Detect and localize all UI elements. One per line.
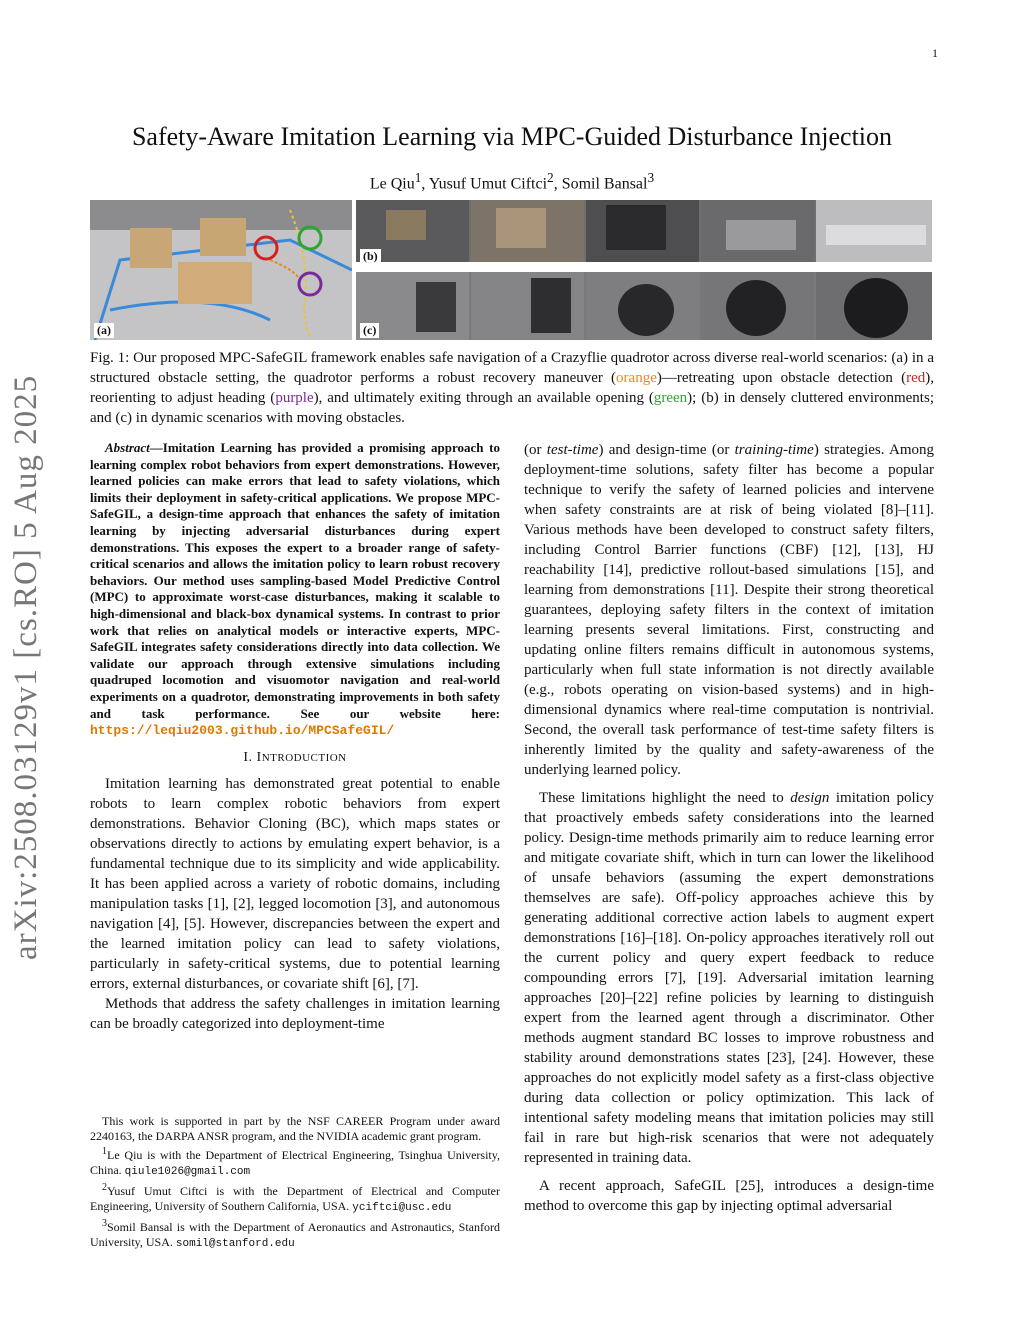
caption-color-red: red: [906, 370, 926, 386]
footnote-mark: 2: [102, 1182, 107, 1193]
body-paragraph: [524, 440, 934, 780]
caption-text: ), reorienting to adjust heading (: [90, 370, 934, 406]
section-title-initial: I: [256, 749, 262, 765]
cluttered-room-frames-illustration: [356, 200, 932, 262]
funding-note: This work is supported in part by the NSF CAREER Program under award 2240163, the DARPA ANSR program, and the NVIDIA academic grant program.: [90, 1114, 500, 1143]
body-text: These limitations highlight the need to: [539, 790, 791, 806]
website-link[interactable]: https://leqiu2003.github.io/MPCSafeGIL/: [90, 723, 395, 739]
paper-title: Safety-Aware Imitation Learning via MPC-Guided Disturbance Injection: [131, 122, 893, 151]
footnote-mark: 3: [102, 1218, 107, 1229]
email-link[interactable]: qiule1026@gmail.com: [124, 1166, 251, 1178]
caption-color-purple: purple: [275, 390, 314, 406]
caption-text: ), and ultimately exiting through an available opening (: [313, 390, 654, 406]
right-column: [524, 440, 934, 1216]
author-name: Le Qiu: [369, 175, 415, 193]
figure-panel-c-photo-strip: [356, 272, 932, 340]
intro-paragraph: Imitation learning has demonstrated great potential to enable robots to learn complex robotic behaviors from expert demonstrations. Behavior Cloning (BC), which maps states or observations directly to actions by emulating expert behavior, is a fundamental technique due to its simplicity and wide applicability. It has been applied across a variety of robotic domains, including manipulation tasks [1], [2], legged locomotion [3], and autonomous navigation [4], [5]. However, discrepancies between the expert and the learned imitation policy can lead to safety violations, particularly in safety-critical systems, due to potential learning errors, external disturbances, or covariate shift [6], [7].: [90, 775, 500, 992]
panel-label-a: (a): [94, 323, 114, 338]
email-link[interactable]: somil@stanford.edu: [175, 1238, 295, 1250]
page-number: 1: [932, 46, 938, 60]
footnotes: [90, 1114, 500, 1252]
moving-obstacle-frames-illustration: [356, 272, 932, 340]
section-numeral: I.: [243, 749, 253, 765]
body-paragraph: [524, 788, 934, 1168]
author-name: Yusuf Umut Ciftci: [428, 175, 548, 193]
body-text: (or: [524, 442, 547, 458]
body-paragraph: A recent approach, SafeGIL [25], introduces a design-time method to overcome this gap by injecting optimal adversarial: [524, 1178, 934, 1214]
author-affiliation-mark: 1: [414, 170, 422, 185]
body-text: ) strategies. Among deployment-time solutions, safety filter has become a popular technique to verify the safety of learned policies and intervene when safety constraints are at risk of being violated [8]–[11]. Various methods have been developed to construct safety filters, including Control Barrier functions (CBF) [12], [13], HJ reachability [14], predictive rollout-based simulations [15], and learning from demonstrations [11]. Despite their strong theoretical guarantees, deploying safety filters in the context of imitation learning presents several limitations. First, constructing and updating online filters remains difficult in autonomous systems, particularly when full state information is not directly available (e.g., robots operating on vision-based systems) and in high-dimensional dynamics where real-time computation is nontrivial. Second, the overall task performance of test-time safety filters is inherently limited by the quality and safety-awareness of the underlying learned policy.: [524, 442, 934, 778]
abstract-dash: —: [149, 440, 163, 455]
abstract-label: Abstract: [105, 440, 150, 455]
section-title-rest: NTRODUCTION: [261, 751, 347, 764]
figure-1: [90, 200, 932, 340]
body-italic: test-time: [546, 442, 599, 458]
footnote-text: Yusuf Umut Ciftci is with the Department of Electrical and Computer Engineering, University of Southern California, USA.: [90, 1184, 500, 1213]
figure-panel-a-photo: [90, 200, 352, 340]
author-affiliation-mark: 2: [547, 170, 554, 185]
footnote-text: Le Qiu is with the Department of Electrical Engineering, Tsinghua University, China.: [90, 1148, 500, 1177]
left-column: [90, 440, 500, 1034]
body-italic: training-time: [734, 442, 814, 458]
footnote: [90, 1216, 500, 1252]
panel-label-b: (b): [360, 249, 381, 264]
abstract-text: Imitation Learning has provided a promising approach to learning complex robot behaviors from expert demonstrations. However, learned policies can make errors that lead to safety violations, which limits their deployment in safety-critical applications. We propose MPC-SafeGIL, a design-time approach that enhances the safety of imitation learning by injecting adversarial disturbances during expert demonstrations. This exposes the expert to a broader range of safety-critical scenarios and allows the imitation policy to learn robust recovery behaviors. Our method uses sampling-based Model Predictive Control (MPC) to approximate worst-case disturbances, making it scalable to high-dimensional and black-box dynamical systems. In contrast to prior work that relies on analytical models or interactive experts, MPC-SafeGIL integrates safety considerations directly into data collection. We validate our approach through extensive simulations including quadruped locomotion and visuomotor navigation and real-world experiments on a quadrotor, demonstrating improvements in both safety and task performance. See our website here:: [90, 440, 500, 721]
caption-color-green: green: [653, 390, 688, 406]
author-name: Somil Bansal: [561, 175, 648, 193]
panel-label-c: (c): [360, 323, 379, 338]
caption-text: )—retreating upon obstacle detection (: [656, 370, 907, 386]
body-text: ) and design-time (or: [598, 442, 735, 458]
intro-paragraph: Methods that address the safety challenges in imitation learning can be broadly categorized into deployment-time: [90, 995, 500, 1032]
figure-caption: [90, 348, 934, 428]
body-text: imitation policy that proactively embeds safety considerations into the learned policy. Design-time methods primarily aim to reduce learning error and mitigate covariate shift, which in turn can lower the likelihood of unsafe behaviors (assuming the expert demonstrations themselves are safe). Off-policy approaches achieve this by generating additional corrective action labels to augment expert demonstrations [16]–[18]. On-policy approaches iteratively roll out the current policy and query expert feedback to reduce compounding errors [7], [19]. Adversarial imitation learning approaches [20]–[22] refine policies by learning to distinguish expert from the learned agent through a discriminator. Other methods augment standard BC losses to improve robustness and stability around demonstrations states [23], [24]. However, these approaches do not explicitly model safety as a first-class objective during data collection or policy optimization. This lack of intentional safety modeling means that imitation policies may still fail in rare but high-risk scenarios that were not adequately represented in training data.: [524, 790, 935, 1166]
caption-text: ); (b) in densely cluttered environments; and (c) in dynamic scenarios with moving obstacles.: [90, 390, 934, 426]
caption-color-orange: orange: [616, 370, 657, 386]
email-link[interactable]: yciftci@usc.edu: [352, 1202, 452, 1214]
footnote: [90, 1180, 500, 1216]
footnote: [90, 1144, 500, 1180]
author-affiliation-mark: 3: [647, 170, 655, 185]
arxiv-stamp: arXiv:2508.03129v1 [cs.RO] 5 Aug 2025: [8, 374, 44, 960]
obstacle-arena-illustration: [90, 200, 352, 340]
figure-panel-b-photo-strip: [356, 200, 932, 262]
author-list: Le Qiu$^1$, Yusuf Umut Ciftci$^2$, Somil Bansal$^3$: [369, 170, 655, 193]
footnote-text: Somil Bansal is with the Department of Aeronautics and Astronautics, Stanford University, USA.: [90, 1220, 500, 1249]
section-heading-introduction: [90, 748, 500, 768]
abstract: [90, 440, 500, 740]
body-italic: design: [790, 790, 830, 806]
footnote-mark: 1: [102, 1146, 107, 1157]
caption-text: Fig. 1: Our proposed MPC-SafeGIL framework enables safe navigation of a Crazyflie quadrotor across diverse real-world scenarios: (a) in a structured obstacle setting, the quadrotor performs a robust recovery maneuver (: [90, 350, 934, 386]
